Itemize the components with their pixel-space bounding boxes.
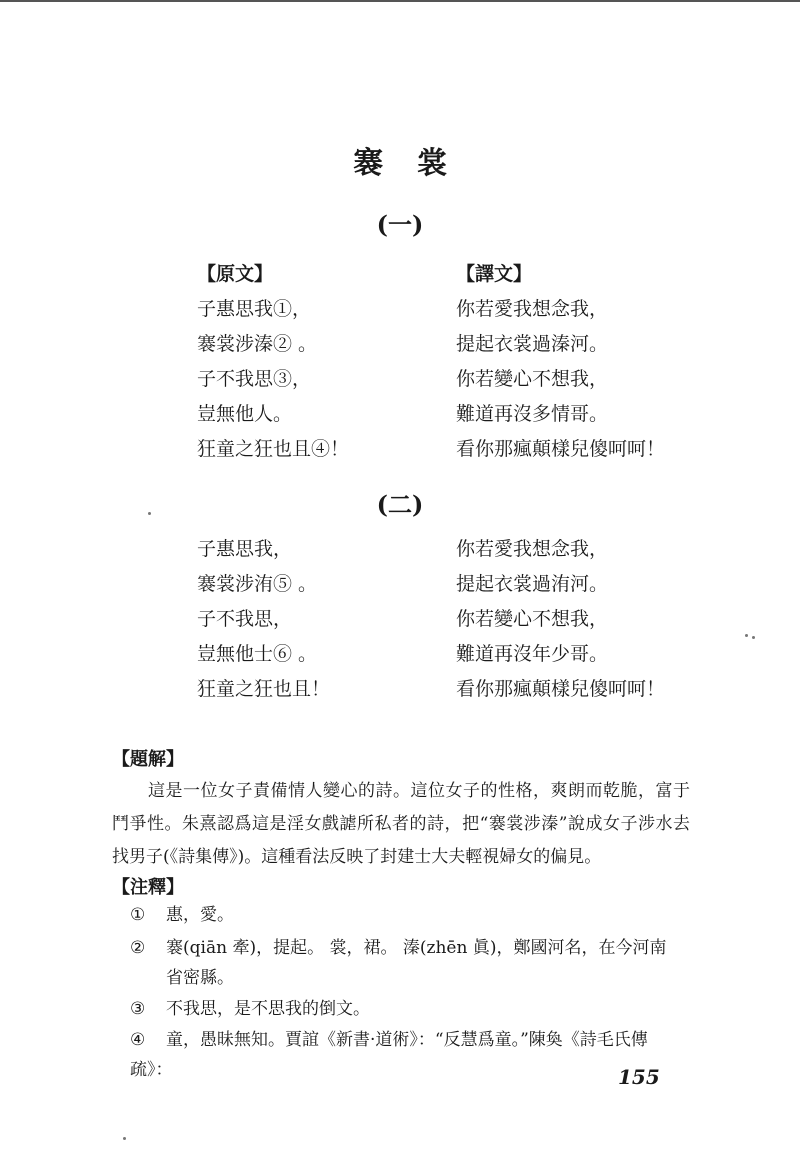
original-column-1 <box>197 256 349 467</box>
translation-column-1 <box>456 256 665 467</box>
page-number: 155 <box>618 1065 660 1089</box>
note-item <box>130 933 690 993</box>
original-header: 【原文】 <box>197 263 274 285</box>
scan-speck <box>745 634 748 637</box>
original-line: 豈無他人。 <box>197 403 293 425</box>
note-text: 不我思，是不思我的倒文。 <box>166 999 370 1019</box>
original-line: 狂童之狂也且④！ <box>197 438 350 460</box>
note-item <box>130 994 690 1024</box>
original-column-2 <box>197 532 330 707</box>
note-number: ① <box>130 905 146 925</box>
note-item <box>130 900 690 930</box>
note-text: 惠，愛。 <box>166 905 234 925</box>
original-line: 狂童之狂也且！ <box>197 678 331 700</box>
scan-speck <box>752 636 755 639</box>
translation-column-2 <box>456 532 665 707</box>
original-line: 褰裳涉溱② 。 <box>197 333 318 355</box>
translation-line: 你若變心不想我， <box>456 368 609 390</box>
translation-line: 提起衣裳過洧河。 <box>456 573 609 595</box>
original-line: 子惠思我①， <box>197 298 312 320</box>
note-item <box>130 1025 690 1085</box>
original-line: 豈無他士⑥ 。 <box>197 643 318 665</box>
translation-line: 難道再沒年少哥。 <box>456 643 609 665</box>
original-line: 子不我思， <box>197 608 293 630</box>
stanza-2-label: (二) <box>376 490 424 519</box>
note-number: ④ <box>130 1030 146 1050</box>
translation-line: 你若愛我想念我， <box>456 298 609 320</box>
translation-line: 你若變心不想我， <box>456 608 609 630</box>
translation-header: 【譯文】 <box>456 263 533 285</box>
scan-speck <box>123 1137 126 1140</box>
translation-line: 看你那瘋顛樣兒傻呵呵！ <box>456 678 666 700</box>
note-number: ③ <box>130 999 146 1019</box>
explanation-text: 這是一位女子責備情人變心的詩。這位女子的性格，爽朗而乾脆，富于鬥爭性。朱熹認爲這是淫女戲謔所私者的詩，把“褰裳涉溱”說成女子涉水去找男子(《詩集傳》)。這種看法反映了封建士大夫輕視婦女的偏見。 <box>112 781 690 867</box>
note-number: ② <box>130 938 146 958</box>
original-line: 褰裳涉洧⑤ 。 <box>197 573 318 595</box>
note-text: 褰(qiān 牽)，提起。 裳，裙。 溱(zhēn 眞)，鄭國河名，在今河南 <box>166 938 667 958</box>
translation-line: 難道再沒多情哥。 <box>456 403 609 425</box>
note-continuation: 省密縣。 <box>166 968 234 988</box>
stanza-1-label: (一) <box>376 210 424 239</box>
translation-line: 你若愛我想念我， <box>456 538 609 560</box>
notes-header: 【注釋】 <box>112 877 184 898</box>
top-border <box>0 0 800 2</box>
original-line: 子不我思③， <box>197 368 312 390</box>
scan-speck <box>148 512 151 515</box>
translation-line: 提起衣裳過溱河。 <box>456 333 609 355</box>
explanation-header: 【題解】 <box>112 749 184 770</box>
original-line: 子惠思我， <box>197 538 293 560</box>
poem-title: 褰裳 <box>353 146 481 181</box>
translation-line: 看你那瘋顛樣兒傻呵呵！ <box>456 438 666 460</box>
note-text: 童，愚昧無知。賈誼《新書·道術》：“反慧爲童。”陳奐《詩毛氏傳疏》： <box>130 1030 648 1080</box>
